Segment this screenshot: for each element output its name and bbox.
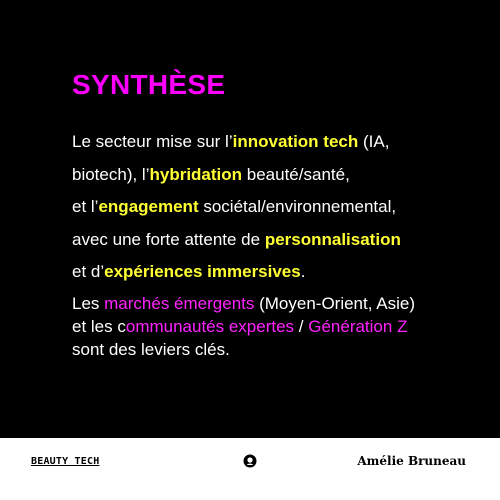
summary-line-3-post: sociétal/environnemental, xyxy=(198,197,397,216)
slide-title: SYNTHÈSE xyxy=(72,69,226,100)
magenta-communautes-expertes: ommunautés expertes xyxy=(125,317,295,336)
magenta-marches-emergents: marchés émergents xyxy=(104,294,255,313)
levers-line-2-sep: / xyxy=(294,317,309,336)
summary-line-2-post: beauté/santé, xyxy=(242,164,350,184)
highlight-engagement: engagement xyxy=(98,197,199,216)
summary-line-2-pre: biotech), l’ xyxy=(72,164,150,184)
summary-line-5-post: . xyxy=(300,262,306,281)
summary-line-1 xyxy=(72,126,472,159)
summary-line-1-pre: Le secteur mise sur l’ xyxy=(72,132,233,151)
levers-line-2 xyxy=(72,315,482,338)
brand-label: BEAUTY TECH xyxy=(31,456,100,467)
summary-line-5 xyxy=(72,256,472,289)
summary-paragraph xyxy=(72,126,472,289)
highlight-hybridation: hybridation xyxy=(149,164,243,184)
levers-line-1 xyxy=(72,292,482,315)
levers-line-1-post: (Moyen-Orient, Asie) xyxy=(254,294,415,313)
circle-logo-icon xyxy=(243,454,257,468)
summary-line-3 xyxy=(72,191,472,224)
magenta-generation-z: Génération Z xyxy=(308,317,408,336)
summary-line-4-pre: avec une forte attente de xyxy=(72,229,265,249)
levers-line-2-pre: et les c xyxy=(72,317,126,336)
highlight-experiences-immersives: expériences immersives xyxy=(104,262,301,281)
levers-line-3: sont des leviers clés. xyxy=(72,340,230,359)
footer xyxy=(0,438,500,500)
highlight-innovation-tech: innovation tech xyxy=(232,132,359,151)
summary-line-3-pre: et l’ xyxy=(72,197,99,216)
levers-line-1-pre: Les xyxy=(72,294,105,313)
author-name: Amélie Bruneau xyxy=(357,454,466,468)
summary-line-4 xyxy=(72,224,472,257)
summary-line-1-post: (IA, xyxy=(358,132,390,151)
summary-line-2 xyxy=(72,159,472,192)
highlight-personnalisation: personnalisation xyxy=(264,229,401,249)
summary-line-5-pre: et d’ xyxy=(72,262,105,281)
levers-paragraph xyxy=(72,292,482,361)
